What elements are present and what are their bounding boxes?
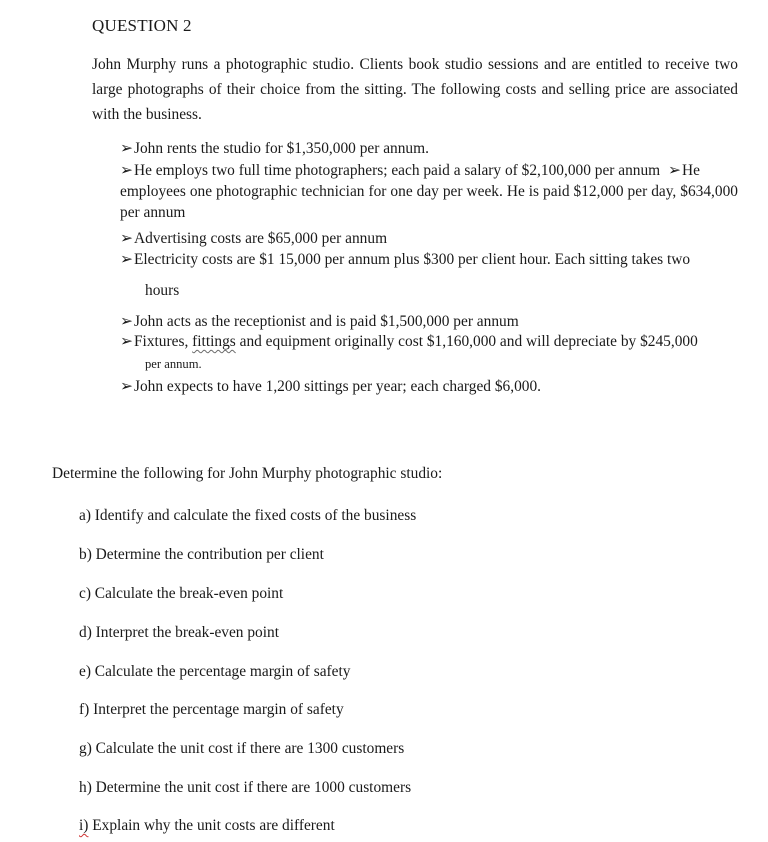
bullet-sittings: [120, 376, 541, 397]
question-i: [79, 817, 335, 835]
question-h: h) Determine the unit cost if there are 1000 customers: [79, 779, 412, 796]
question-b: b) Determine the contribution per client: [79, 546, 324, 563]
bullet-photographers: [120, 160, 700, 181]
bullet-technician: [120, 181, 738, 223]
bullet-fixtures-cont: [145, 354, 202, 375]
question-f: f) Interpret the percentage margin of safety: [79, 701, 344, 718]
bullet-fixtures-post: and equipment originally cost $1,160,000 and will depreciate by $245,000: [235, 333, 698, 350]
bullet-electricity-cont: [145, 280, 179, 301]
arrow-icon: ➢: [120, 378, 133, 395]
intro-paragraph: [92, 52, 738, 127]
bullet-sittings-text: John expects to have 1,200 sittings per year; each charged $6,000.: [134, 378, 542, 395]
arrow-icon: ➢: [120, 251, 133, 268]
bullet-electricity-text: Electricity costs are $1 15,000 per annum plus $300 per client hour. Each sitting takes two: [134, 251, 691, 268]
bullet-receptionist-text: John acts as the receptionist and is paid $1,500,000 per annum: [134, 313, 519, 330]
question-c: c) Calculate the break-even point: [79, 585, 284, 602]
arrow-icon: ➢: [120, 162, 133, 179]
bullet-electricity: [120, 249, 690, 270]
arrow-icon: ➢: [120, 313, 133, 330]
arrow-icon: ➢: [120, 140, 133, 157]
bullet-fixtures-pre: Fixtures,: [134, 333, 193, 350]
intro-text: John Murphy runs a photographic studio. Clients book studio sessions and are entitled to receive two large photographs of their choice from the sitting. The following costs and selling price are associated with the business.: [92, 56, 738, 123]
bullet-rent-text: John rents the studio for $1,350,000 per annum.: [134, 140, 429, 157]
question-e: e) Calculate the percentage margin of safety: [79, 663, 351, 680]
bullet-technician-start: He: [682, 162, 700, 179]
bullet-fixtures-cont-text: per annum.: [145, 357, 202, 371]
question-g: g) Calculate the unit cost if there are 1300 customers: [79, 740, 405, 757]
arrow-icon: ➢: [668, 162, 681, 179]
question-heading: QUESTION 2: [92, 16, 192, 35]
bullet-advertising-text: Advertising costs are $65,000 per annum: [134, 230, 388, 247]
spellcheck-word: fittings: [192, 333, 236, 350]
question-a: a) Identify and calculate the fixed costs of the business: [79, 507, 417, 524]
bullet-receptionist: [120, 311, 519, 332]
arrow-icon: ➢: [120, 230, 133, 247]
bullet-technician-text: employees one photographic technician for one day per week. He is paid $12,000 per day, $634,000 per annum: [120, 183, 738, 221]
question-d: d) Interpret the break-even point: [79, 624, 279, 641]
bullet-electricity-cont-text: hours: [145, 282, 180, 299]
bullet-photographers-text: He employs two full time photographers; each paid a salary of $2,100,000 per annum: [134, 162, 661, 179]
question-i-label: i): [79, 817, 89, 834]
bullet-advertising: [120, 228, 387, 249]
question-i-text: Explain why the unit costs are different: [88, 817, 335, 834]
bullet-fixtures: [120, 331, 698, 352]
determine-instruction: Determine the following for John Murphy photographic studio:: [52, 465, 443, 482]
arrow-icon: ➢: [120, 333, 133, 350]
bullet-rent: [120, 138, 429, 159]
